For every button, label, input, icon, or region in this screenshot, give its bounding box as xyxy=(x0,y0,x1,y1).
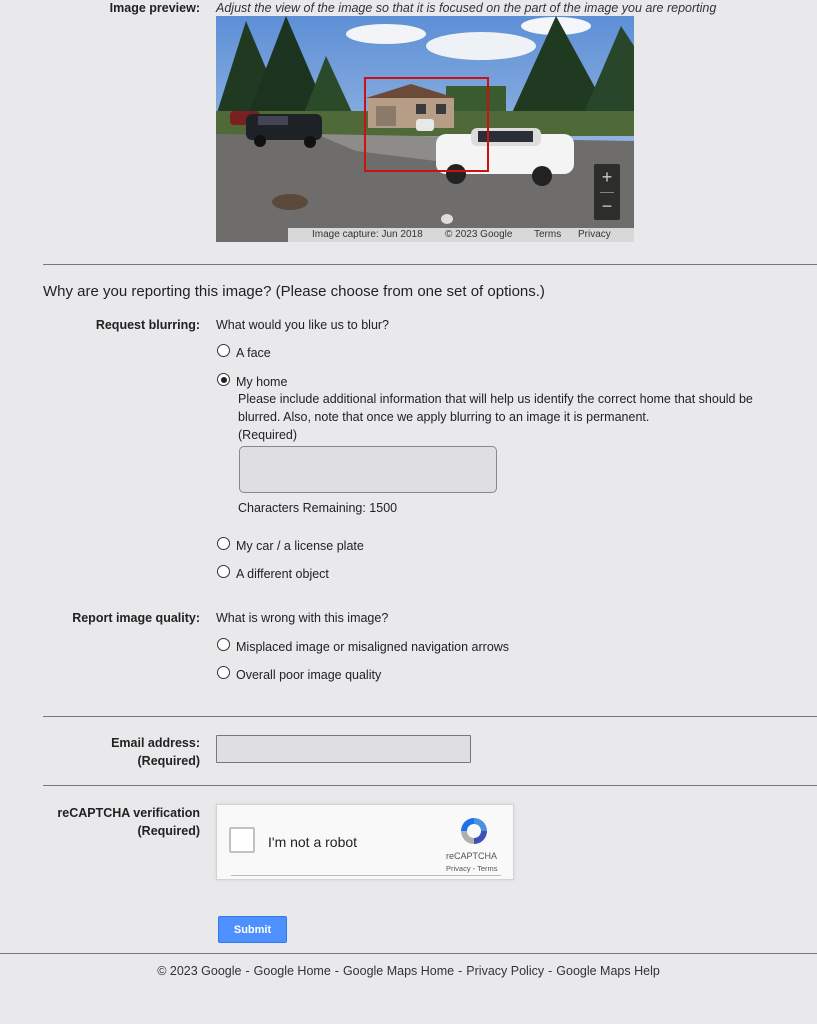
submit-button[interactable]: Submit xyxy=(218,916,287,943)
radio-different-object[interactable] xyxy=(217,565,230,578)
email-label: Email address: xyxy=(111,736,200,750)
request-blurring-label: Request blurring: xyxy=(95,318,200,332)
recaptcha-checkbox[interactable] xyxy=(229,827,255,853)
option-car-plate[interactable]: My car / a license plate xyxy=(236,539,364,553)
recaptcha-underline xyxy=(231,875,501,876)
option-different-object[interactable]: A different object xyxy=(236,567,329,581)
option-misplaced-image[interactable]: Misplaced image or misaligned navigation arrows xyxy=(236,640,510,654)
radio-my-home[interactable] xyxy=(217,373,230,386)
image-preview-label: Image preview: xyxy=(109,1,200,15)
email-required: (Required) xyxy=(137,754,200,768)
home-info-line-1: Please include additional information that will help us identify the correct home that should be xyxy=(238,392,753,406)
recaptcha-logo-icon xyxy=(457,815,491,847)
copyright: © 2023 Google xyxy=(445,229,513,240)
radio-misplaced-image[interactable] xyxy=(217,638,230,651)
divider xyxy=(43,264,817,265)
recaptcha-brand: reCAPTCHA xyxy=(446,851,498,861)
footer-maps-help-link[interactable]: Google Maps Help xyxy=(556,964,660,978)
radio-poor-quality[interactable] xyxy=(217,666,230,679)
recaptcha-label: reCAPTCHA verification xyxy=(57,806,200,820)
zoom-in-button[interactable]: + xyxy=(601,167,613,187)
quality-prompt: What is wrong with this image? xyxy=(216,611,389,625)
footer-google-home-link[interactable]: Google Home xyxy=(253,964,331,978)
report-quality-label: Report image quality: xyxy=(72,611,200,625)
option-my-home[interactable]: My home xyxy=(236,375,288,389)
footer: © 2023 Google - Google Home - Google Maps Home - Privacy Policy - Google Maps Help xyxy=(157,964,660,978)
recaptcha-widget xyxy=(216,804,514,880)
divider xyxy=(43,716,817,717)
option-poor-quality[interactable]: Overall poor image quality xyxy=(236,668,382,682)
characters-remaining: Characters Remaining: 1500 xyxy=(238,501,398,515)
footer-privacy-policy-link[interactable]: Privacy Policy xyxy=(466,964,545,978)
recaptcha-required: (Required) xyxy=(137,824,200,838)
attribution-bar xyxy=(288,228,634,242)
home-info-line-2: blurred. Also, note that once we apply blurring to an image it is permanent. xyxy=(238,410,650,424)
street-view-preview[interactable] xyxy=(216,16,634,242)
blur-prompt: What would you like us to blur? xyxy=(216,318,390,332)
radio-face[interactable] xyxy=(217,344,230,357)
home-details-textarea[interactable] xyxy=(239,446,497,493)
report-question: Why are you reporting this image? (Please choose from one set of options.) xyxy=(43,283,545,300)
recaptcha-links[interactable]: Privacy - Terms xyxy=(446,864,498,873)
footer-maps-home-link[interactable]: Google Maps Home xyxy=(342,964,455,978)
radio-car-plate[interactable] xyxy=(217,537,230,550)
street-view-image xyxy=(216,16,634,242)
capture-date: Image capture: Jun 2018 xyxy=(312,229,423,240)
email-input[interactable] xyxy=(216,735,471,763)
zoom-control xyxy=(594,164,620,220)
terms-link[interactable]: Terms xyxy=(534,229,562,240)
home-info-required: (Required) xyxy=(238,428,298,442)
privacy-link[interactable]: Privacy xyxy=(578,229,611,240)
preview-instruction: Adjust the view of the image so that it is focused on the part of the image you are reporting xyxy=(216,1,717,15)
footer-copyright: © 2023 Google xyxy=(157,964,242,978)
footer-divider xyxy=(0,953,817,954)
recaptcha-checkbox-text: I'm not a robot xyxy=(268,834,358,850)
zoom-out-button[interactable]: − xyxy=(601,196,613,216)
divider xyxy=(43,785,817,786)
option-face[interactable]: A face xyxy=(236,346,271,360)
